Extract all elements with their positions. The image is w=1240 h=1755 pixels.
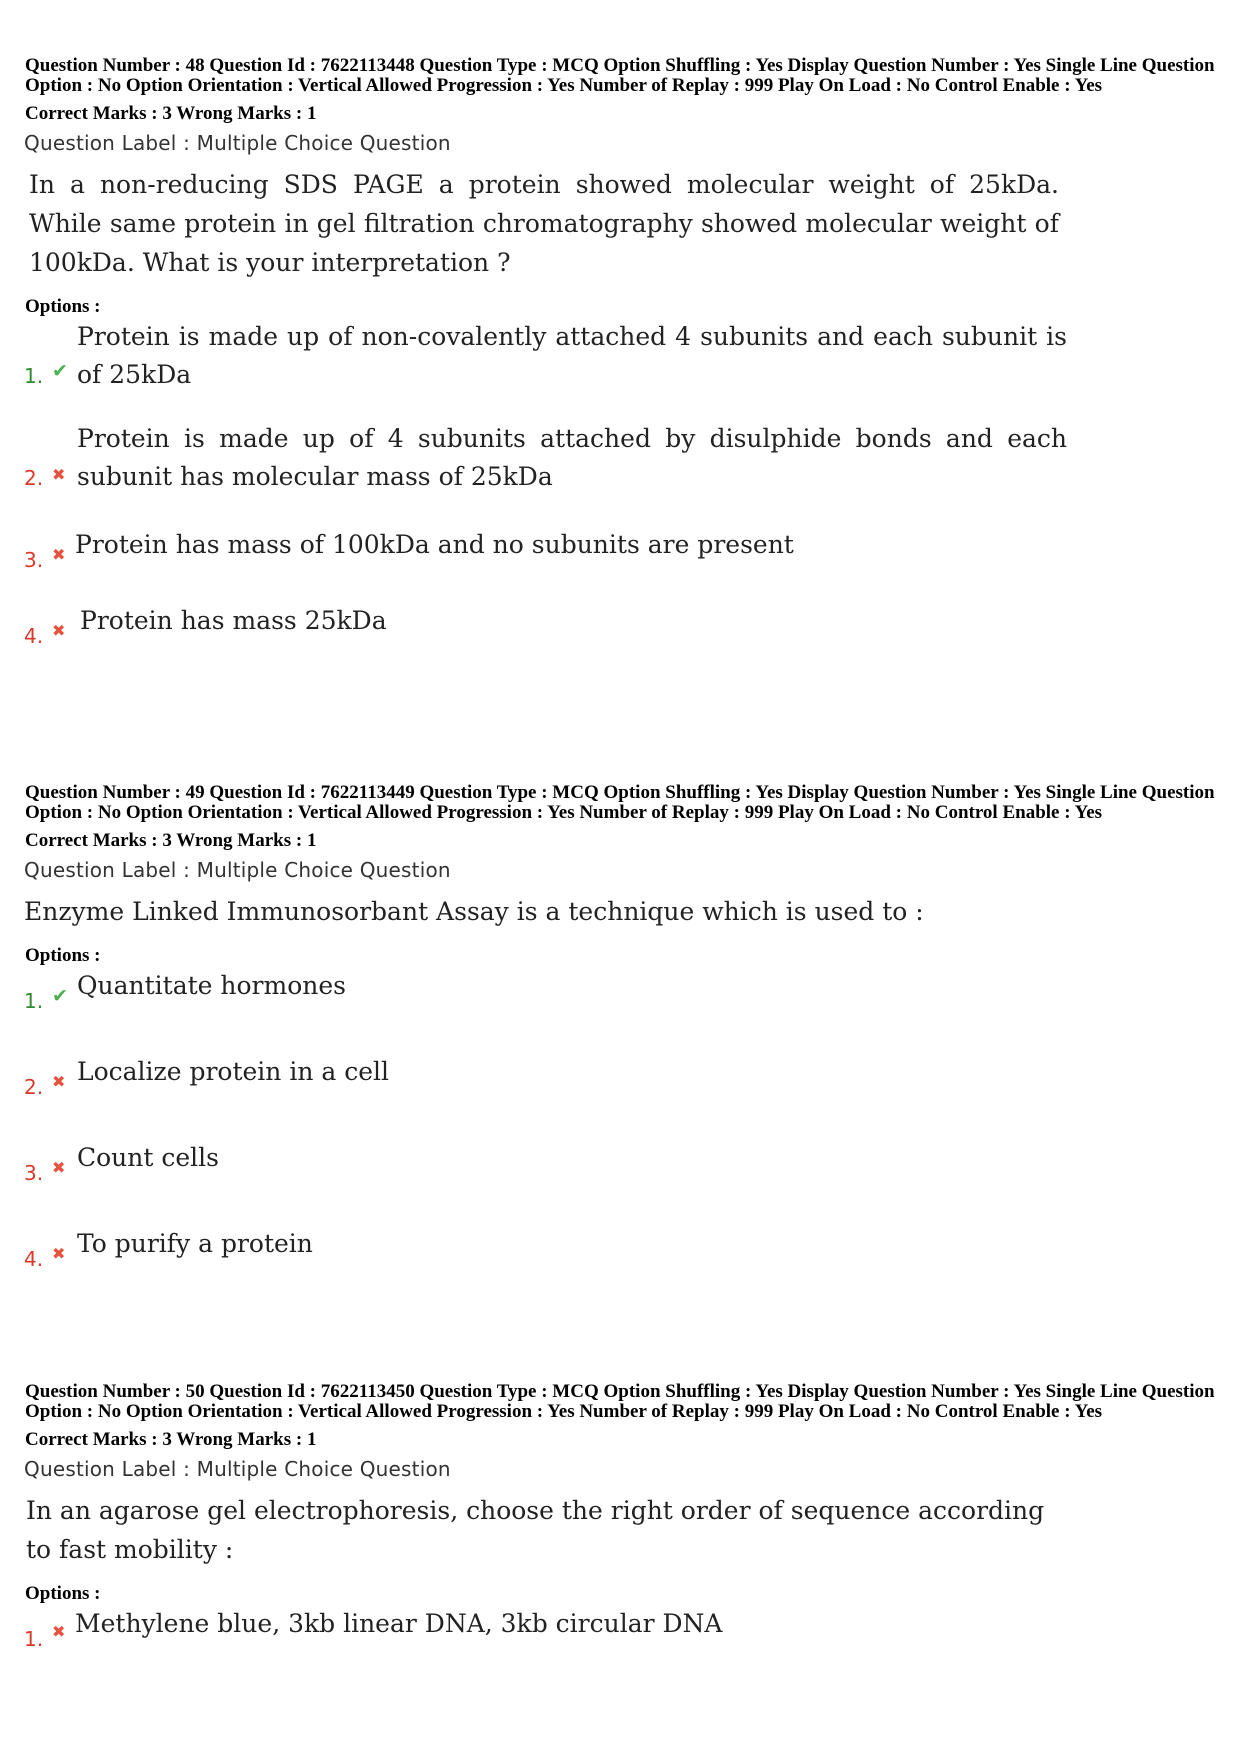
cross-icon: ✖ (52, 465, 66, 484)
option-number: 4. (24, 1247, 44, 1271)
question-meta: Question Number : 48 Question Id : 7622113448 Question Type : MCQ Option Shuffling : Yes Display Question Number : Yes Single Line Question Option : No Option Orientation : Vertical Allowed Progression : Yes Number of Replay : 999 Play On Load : No Control Enable : Yes (25, 55, 1215, 96)
check-icon: ✔ (52, 360, 68, 382)
cross-icon: ✖ (52, 621, 66, 640)
cross-icon: ✖ (52, 1244, 66, 1263)
option-text: Protein has mass of 100kDa and no subunits are present (75, 530, 794, 559)
option-number: 2. (24, 466, 44, 490)
option-text: Protein has mass 25kDa (80, 606, 387, 635)
option-number: 1. (24, 1627, 44, 1651)
check-icon: ✔ (52, 985, 68, 1007)
option-text: Localize protein in a cell (77, 1057, 390, 1086)
question-label: Question Label : Multiple Choice Question (24, 1457, 451, 1481)
option-text: Count cells (77, 1143, 219, 1172)
option-text: Methylene blue, 3kb linear DNA, 3kb circular DNA (75, 1609, 723, 1638)
options-list (25, 967, 1220, 1287)
options-heading: Options : (25, 296, 101, 317)
question-marks: Correct Marks : 3 Wrong Marks : 1 (25, 1429, 317, 1450)
options-heading: Options : (25, 1583, 101, 1604)
question-marks: Correct Marks : 3 Wrong Marks : 1 (25, 830, 317, 851)
question-block-49 (25, 783, 1220, 1287)
option-text: Quantitate hormones (77, 971, 346, 1000)
option-text: To purify a protein (77, 1229, 313, 1258)
option-number: 2. (24, 1075, 44, 1099)
option-text: Protein is made up of 4 subunits attached by disulphide bonds and each subunit has molecular mass of 25kDa (77, 424, 1067, 491)
cross-icon: ✖ (52, 545, 66, 564)
option-number: 3. (24, 548, 44, 572)
question-label: Question Label : Multiple Choice Question (24, 858, 451, 882)
option-number: 1. (24, 364, 44, 388)
option-number: 1. (24, 989, 44, 1013)
option-number: 3. (24, 1161, 44, 1185)
option-number: 4. (24, 624, 44, 648)
question-text: In an agarose gel electrophoresis, choose the right order of sequence according to fast mobility : (26, 1496, 1045, 1564)
question-text: In a non-reducing SDS PAGE a protein showed molecular weight of 25kDa. While same protein in gel filtration chromatography showed molecular weight of 100kDa. What is your interpretation ? (29, 170, 1059, 277)
question-block-50 (25, 1382, 1220, 1665)
cross-icon: ✖ (52, 1072, 66, 1091)
question-block-48 (25, 56, 1220, 698)
question-meta: Question Number : 50 Question Id : 7622113450 Question Type : MCQ Option Shuffling : Yes Display Question Number : Yes Single Line Question Option : No Option Orientation : Vertical Allowed Progression : Yes Number of Replay : 999 Play On Load : No Control Enable : Yes (25, 1381, 1215, 1422)
options-heading: Options : (25, 945, 101, 966)
option-text: Protein is made up of non-covalently attached 4 subunits and each subunit is of 25kDa (77, 322, 1067, 389)
question-text: Enzyme Linked Immunosorbant Assay is a technique which is used to : (24, 897, 924, 926)
cross-icon: ✖ (52, 1622, 66, 1641)
options-list (25, 1605, 1220, 1665)
question-label: Question Label : Multiple Choice Question (24, 131, 451, 155)
cross-icon: ✖ (52, 1158, 66, 1177)
question-marks: Correct Marks : 3 Wrong Marks : 1 (25, 103, 317, 124)
question-meta: Question Number : 49 Question Id : 7622113449 Question Type : MCQ Option Shuffling : Yes Display Question Number : Yes Single Line Question Option : No Option Orientation : Vertical Allowed Progression : Yes Number of Replay : 999 Play On Load : No Control Enable : Yes (25, 782, 1215, 823)
options-list (25, 318, 1220, 698)
